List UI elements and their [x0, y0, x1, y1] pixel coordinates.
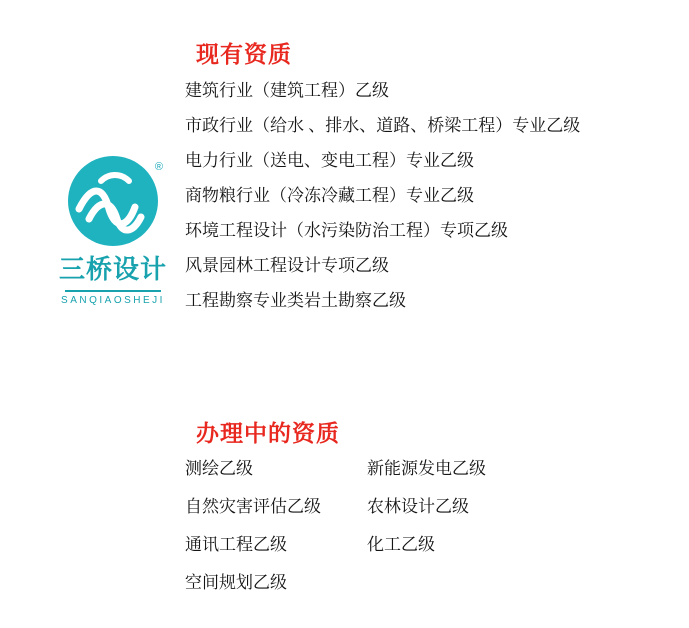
- pending-item: 自然灾害评估乙级: [185, 497, 321, 516]
- pending-item: 新能源发电乙级: [367, 459, 486, 478]
- list-item: 风景园林工程设计专项乙级: [185, 256, 389, 275]
- table-row: [185, 536, 605, 553]
- wave-logo-icon: [65, 155, 161, 247]
- company-name: 三桥设计: [58, 255, 167, 285]
- pending-qualifications-heading: 办理中的资质: [196, 421, 340, 447]
- table-row: [185, 574, 605, 591]
- pending-item: [367, 574, 597, 591]
- company-pinyin: SANQIAOSHEJI: [61, 295, 165, 306]
- current-qualifications-list: [185, 82, 580, 327]
- table-row: [185, 498, 605, 515]
- pending-item: 空间规划乙级: [185, 573, 287, 592]
- table-row: [185, 460, 605, 477]
- list-item: 商物粮行业（冷冻冷藏工程）专业乙级: [185, 186, 474, 205]
- logo-divider: [65, 290, 161, 292]
- pending-item: 通讯工程乙级: [185, 535, 287, 554]
- pending-qualifications-grid: [185, 460, 605, 612]
- company-logo: [58, 155, 168, 310]
- list-item: 工程勘察专业类岩土勘察乙级: [185, 291, 406, 310]
- registered-trademark-icon: ®: [154, 161, 163, 173]
- pending-item: 化工乙级: [367, 535, 435, 554]
- list-item: 环境工程设计（水污染防治工程）专项乙级: [185, 221, 508, 240]
- pending-item: 测绘乙级: [185, 459, 253, 478]
- list-item: 市政行业（给水 、排水、道路、桥梁工程）专业乙级: [185, 116, 581, 135]
- list-item: 电力行业（送电、变电工程）专业乙级: [185, 151, 474, 170]
- pending-item: 农林设计乙级: [367, 497, 469, 516]
- list-item: 建筑行业（建筑工程）乙级: [185, 81, 389, 100]
- current-qualifications-heading: 现有资质: [196, 42, 292, 68]
